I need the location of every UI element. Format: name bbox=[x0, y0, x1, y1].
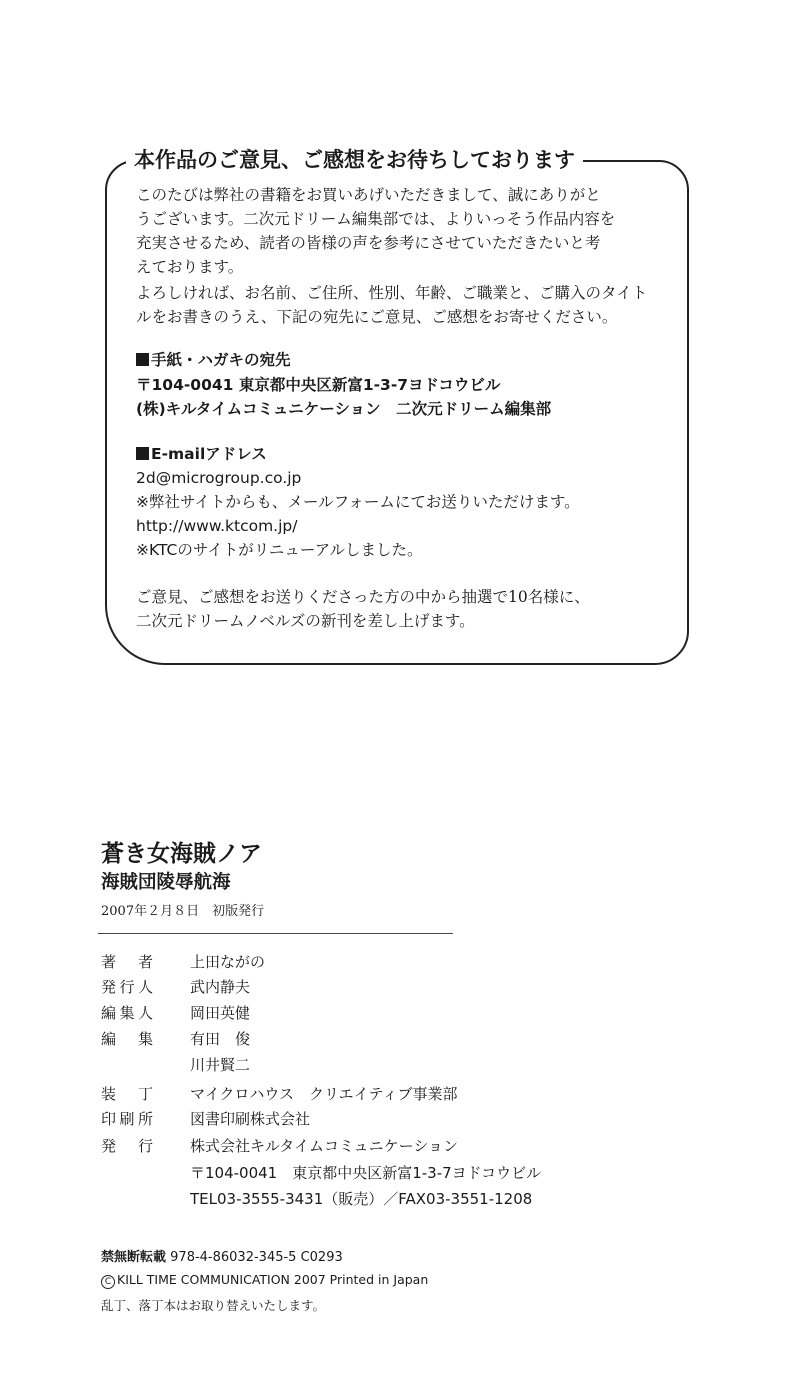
credit-value: 川井賢二 bbox=[190, 1056, 251, 1074]
mail-heading-text: 手紙・ハガキの宛先 bbox=[151, 351, 291, 369]
credit-label bbox=[101, 1135, 153, 1157]
credit-value: 図書印刷株式会社 bbox=[190, 1110, 311, 1128]
book-title: 蒼き女海賊ノア bbox=[101, 841, 262, 867]
mail-recipient: (株)キルタイムコミュニケーション 二次元ドリーム編集部 bbox=[136, 400, 552, 418]
credit-label bbox=[101, 1108, 153, 1130]
intro-line: えております。 bbox=[136, 258, 244, 276]
credit-value: 有田 俊 bbox=[190, 1030, 251, 1048]
publication-date: 2007年２月８日 初版発行 bbox=[101, 904, 265, 919]
credit-value: 武内静夫 bbox=[190, 978, 251, 996]
prize-line: 二次元ドリームノベルズの新刊を差し上げます。 bbox=[136, 612, 475, 630]
intro-line: このたびは弊社の書籍をお買いあげいただきまして、誠にありがと bbox=[136, 186, 601, 204]
website-url[interactable]: http://www.ktcom.jp/ bbox=[136, 517, 298, 535]
copyright-line bbox=[101, 1270, 428, 1290]
credit-value: 岡田英健 bbox=[190, 1004, 251, 1022]
square-bullet-icon bbox=[136, 353, 149, 366]
credit-label-text: 編集人 bbox=[101, 1004, 153, 1022]
email-note: ※弊社サイトからも、メールフォームにてお送りいただけます。 bbox=[136, 493, 580, 511]
copyright-text: KILL TIME COMMUNICATION 2007 Printed in Japan bbox=[117, 1272, 429, 1287]
isbn: 978-4-86032-345-5 C0293 bbox=[170, 1250, 343, 1265]
mail-heading bbox=[136, 348, 291, 372]
credit-label bbox=[101, 1083, 153, 1105]
book-subtitle: 海賊団陵辱航海 bbox=[101, 872, 231, 893]
copyright-icon: C bbox=[101, 1275, 115, 1289]
credit-value: 上田ながの bbox=[190, 953, 266, 971]
credit-value: TEL03-3555-3431（販売）／FAX03-3551-1208 bbox=[190, 1190, 533, 1208]
credit-label-text: 装丁 bbox=[101, 1085, 153, 1103]
email-heading-text: E-mailアドレス bbox=[151, 445, 267, 463]
website-note: ※KTCのサイトがリニューアルしました。 bbox=[136, 541, 423, 559]
intro-line: ルをお書きのうえ、下記の宛先にご意見、ご感想をお寄せください。 bbox=[136, 308, 618, 326]
credit-label bbox=[101, 976, 153, 998]
credit-label-text: 発行 bbox=[101, 1137, 153, 1155]
intro-line: うございます。二次元ドリーム編集部では、よりいっそう作品内容を bbox=[136, 210, 616, 228]
credit-label-text: 発行人 bbox=[101, 978, 153, 996]
credit-label bbox=[101, 1002, 153, 1024]
feedback-title: 本作品のご意見、ご感想をお待ちしております bbox=[126, 143, 583, 177]
credit-label bbox=[101, 1028, 153, 1050]
mail-address: 〒104-0041 東京都中央区新富1-3-7ヨドコウビル bbox=[136, 376, 501, 394]
email-address[interactable]: 2d@microgroup.co.jp bbox=[136, 469, 302, 487]
isbn-line bbox=[101, 1248, 343, 1268]
replacement-notice: 乱丁、落丁本はお取り替えいたします。 bbox=[101, 1298, 326, 1313]
credit-label bbox=[101, 951, 153, 973]
divider bbox=[98, 933, 453, 934]
credit-value: 〒104-0041 東京都中央区新富1-3-7ヨドコウビル bbox=[190, 1164, 542, 1182]
intro-line: 充実させるため、読者の皆様の声を参考にさせていただきたいと考 bbox=[136, 234, 601, 252]
credit-value: 株式会社キルタイムコミュニケーション bbox=[190, 1137, 459, 1155]
prize-line: ご意見、ご感想をお送りくださった方の中から抽選で10名様に、 bbox=[136, 588, 590, 606]
isbn-prefix: 禁無断転載 bbox=[101, 1250, 167, 1265]
email-heading bbox=[136, 442, 267, 466]
credit-value: マイクロハウス クリエイティブ事業部 bbox=[190, 1085, 458, 1103]
intro-line: よろしければ、お名前、ご住所、性別、年齢、ご職業と、ご購入のタイト bbox=[136, 284, 648, 302]
credit-label-text: 著者 bbox=[101, 953, 153, 971]
square-bullet-icon bbox=[136, 447, 149, 460]
credit-label-text: 印刷所 bbox=[101, 1110, 153, 1128]
credit-label-text: 編集 bbox=[101, 1030, 153, 1048]
